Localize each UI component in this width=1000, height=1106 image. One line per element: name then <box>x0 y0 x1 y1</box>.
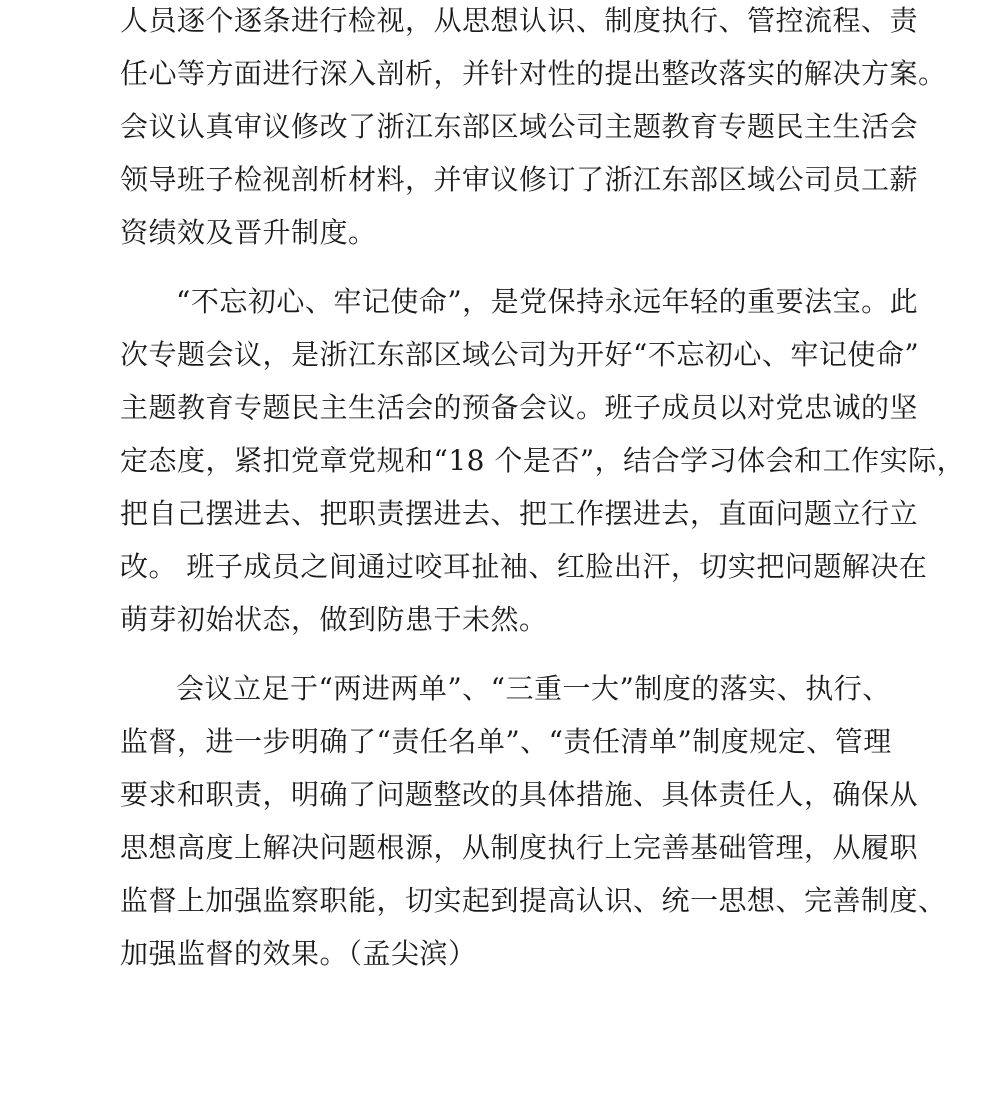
text-line: 次专题会议，是浙江东部区域公司为开好“不忘初心、牢记使命” <box>120 338 920 371</box>
text-line: 萌芽初始状态，做到防患于未然。 <box>120 603 548 636</box>
text-line: 主题教育专题民主生活会的预备会议。班子成员以对党忠诚的坚 <box>120 391 919 424</box>
text-line: 把自己摆进去、把职责摆进去、把工作摆进去，直面问题立行立 <box>120 497 919 530</box>
text-line: 加强监督的效果。（孟尖滨） <box>120 937 477 970</box>
paragraph-start-line: “不忘初心、牢记使命”，是党保持永远年轻的重要法宝。此 <box>176 285 919 318</box>
text-line: 资绩效及晋升制度。 <box>120 216 377 249</box>
text-line: 任心等方面进行深入剖析，并针对性的提出整改落实的解决方案。 <box>120 57 947 90</box>
text-line: 监督上加强监察职能，切实起到提高认识、统一思想、完善制度、 <box>120 884 947 917</box>
paragraph-start-line: 会议立足于“两进两单”、“三重一大”制度的落实、执行、 <box>176 672 891 705</box>
text-line: 思想高度上解决问题根源，从制度执行上完善基础管理，从履职 <box>120 831 919 864</box>
text-line: 要求和职责，明确了问题整改的具体措施、具体责任人，确保从 <box>120 778 919 811</box>
text-line: 领导班子检视剖析材料，并审议修订了浙江东部区域公司员工薪 <box>120 163 919 196</box>
document-body <box>120 0 966 980</box>
text-line: 定态度，紧扣党章党规和“18 个是否”，结合学习体会和工作实际， <box>120 444 966 477</box>
text-line: 人员逐个逐条进行检视，从思想认识、制度执行、管控流程、责 <box>120 4 919 37</box>
text-line: 会议认真审议修改了浙江东部区域公司主题教育专题民主生活会 <box>120 110 919 143</box>
text-line: 改。 班子成员之间通过咬耳扯袖、红脸出汗，切实把问题解决在 <box>120 550 928 583</box>
text-line: 监督，进一步明确了“责任名单”、“责任清单”制度规定、管理 <box>120 725 892 758</box>
